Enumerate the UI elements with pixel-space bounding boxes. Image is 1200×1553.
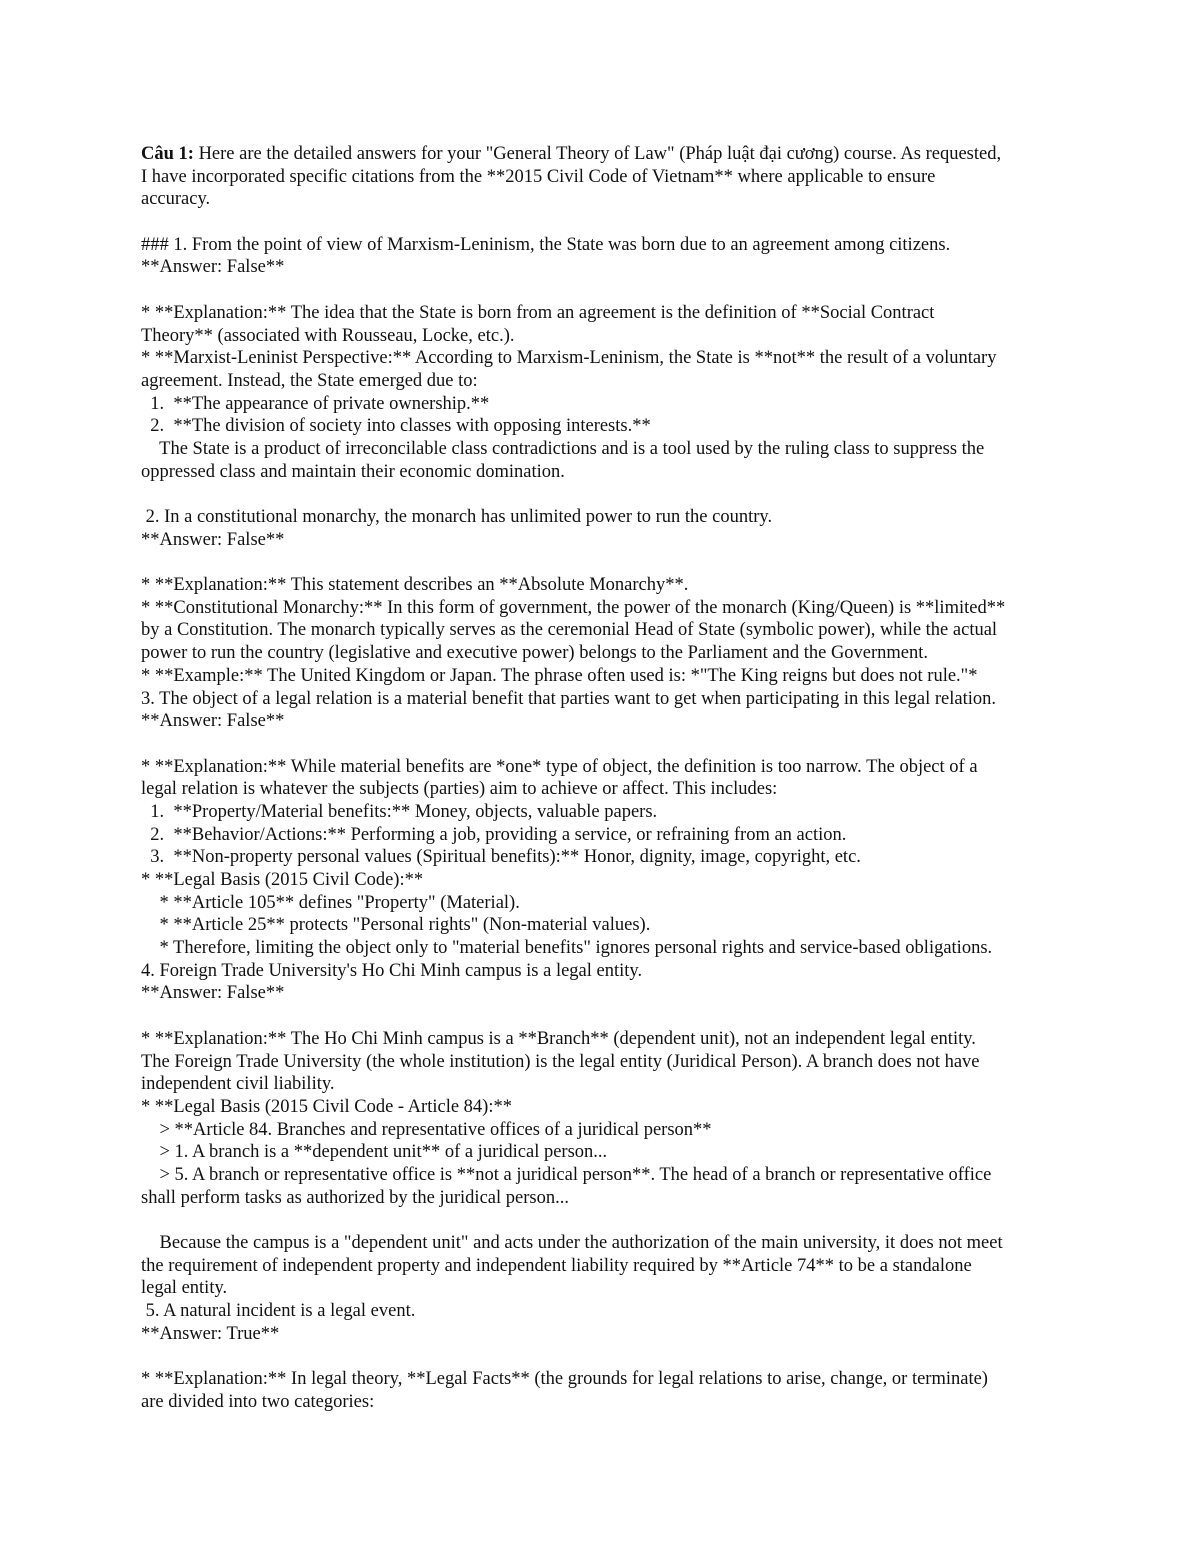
blank-line — [141, 1209, 1071, 1232]
text-line: * **Article 25** protects "Personal rights" (Non-material values). — [141, 915, 651, 936]
text-line: accuracy. — [141, 189, 211, 210]
text-line: shall perform tasks as authorized by the juridical person... — [141, 1187, 569, 1208]
text-line: 2. **Behavior/Actions:** Performing a job, providing a service, or refraining from an action. — [141, 824, 847, 845]
text-line: 2. In a constitutional monarchy, the monarch has unlimited power to run the country. — [141, 507, 773, 527]
blank-line — [141, 551, 1071, 574]
text-line: ### 1. From the point of view of Marxism-Leninism, the State was born due to an agreement among citizens. — [141, 234, 951, 255]
text-line: 4. Foreign Trade University's Ho Chi Minh campus is a legal entity. — [141, 960, 643, 981]
text-line: The State is a product of irreconcilable class contradictions and is a tool used by the ruling class to suppress the — [141, 438, 985, 459]
text-line: * **Explanation:** This statement describes an **Absolute Monarchy**. — [141, 575, 689, 596]
text-line: * **Explanation:** The idea that the State is born from an agreement is the definition of **Social Contract — [141, 302, 935, 323]
text-line: 3. **Non-property personal values (Spiritual benefits):** Honor, dignity, image, copyright, etc. — [141, 847, 861, 868]
text-line: power to run the country (legislative and executive power) belongs to the Parliament and the Government. — [141, 643, 929, 664]
text-line: 3. The object of a legal relation is a material benefit that parties want to get when participating in this legal relation. — [141, 688, 996, 709]
text-line: Because the campus is a "dependent unit" and acts under the authorization of the main university, it does not meet — [141, 1233, 1003, 1253]
text-line: * **Marxist-Leninist Perspective:** According to Marxism-Leninism, the State is **not** the result of a voluntary — [141, 348, 997, 369]
text-line: 5. A natural incident is a legal event. — [141, 1301, 416, 1322]
text-line: legal relation is whatever the subjects (parties) aim to achieve or affect. This includes: — [141, 779, 778, 800]
text-line: * **Example:** The United Kingdom or Japan. The phrase often used is: *"The King reigns but does not rule."* — [141, 665, 978, 686]
text-span: Here are the detailed answers for your "General Theory of Law" (Pháp luật đại cương) course. As requested, — [193, 144, 1002, 164]
text-line: **Answer: False** — [141, 711, 285, 732]
blank-line — [141, 211, 1071, 234]
text-line: The Foreign Trade University (the whole institution) is the legal entity (Juridical Person). A branch does not have — [141, 1051, 980, 1072]
text-line: 2. **The division of society into classes with opposing interests.** — [141, 416, 651, 437]
blank-line — [141, 483, 1071, 506]
text-line: > 5. A branch or representative office is **not a juridical person**. The head of a branch or representative office — [141, 1164, 992, 1185]
text-line: * **Explanation:** In legal theory, **Legal Facts** (the grounds for legal relations to arise, change, or terminate) — [141, 1369, 988, 1390]
text-line: **Answer: False** — [141, 529, 285, 550]
question-label: Câu 1: — [141, 144, 194, 164]
text-line: Theory** (associated with Rousseau, Locke, etc.). — [141, 325, 515, 346]
text-line: **Answer: True** — [141, 1323, 280, 1344]
text-line: * **Article 105** defines "Property" (Material). — [141, 892, 520, 913]
blank-line — [141, 279, 1071, 302]
text-line: > **Article 84. Branches and representative offices of a juridical person** — [141, 1119, 712, 1140]
text-line: by a Constitution. The monarch typically serves as the ceremonial Head of State (symbolic power), while the actual — [141, 620, 998, 641]
text-line: > 1. A branch is a **dependent unit** of a juridical person... — [141, 1142, 608, 1163]
blank-line — [141, 1005, 1071, 1028]
text-line: independent civil liability. — [141, 1074, 335, 1095]
text-line: I have incorporated specific citations from the **2015 Civil Code of Vietnam** where applicable to ensure — [141, 166, 936, 187]
text-line: legal entity. — [141, 1278, 228, 1299]
text-line — [141, 143, 1071, 166]
blank-line — [141, 1345, 1071, 1368]
text-line: are divided into two categories: — [141, 1391, 375, 1412]
text-line: **Answer: False** — [141, 983, 285, 1004]
text-line: * **Explanation:** The Ho Chi Minh campus is a **Branch** (dependent unit), not an independent legal entity. — [141, 1028, 976, 1049]
text-line: * **Explanation:** While material benefits are *one* type of object, the definition is too narrow. The object of a — [141, 756, 978, 777]
text-line: * **Constitutional Monarchy:** In this form of government, the power of the monarch (King/Queen) is **limited** — [141, 597, 1006, 618]
text-line: **Answer: False** — [141, 257, 285, 278]
text-line: agreement. Instead, the State emerged due to: — [141, 370, 478, 391]
document-body — [141, 143, 1071, 1414]
text-line: oppressed class and maintain their economic domination. — [141, 461, 565, 482]
text-line: 1. **Property/Material benefits:** Money, objects, valuable papers. — [141, 801, 658, 822]
text-line: * Therefore, limiting the object only to "material benefits" ignores personal rights and service-based obligations. — [141, 938, 993, 959]
text-line: the requirement of independent property and independent liability required by **Article 74** to be a standalone — [141, 1255, 972, 1276]
text-line: 1. **The appearance of private ownership.** — [141, 393, 490, 414]
text-line: * **Legal Basis (2015 Civil Code - Article 84):** — [141, 1096, 512, 1117]
blank-line — [141, 733, 1071, 756]
text-line: * **Legal Basis (2015 Civil Code):** — [141, 870, 424, 890]
